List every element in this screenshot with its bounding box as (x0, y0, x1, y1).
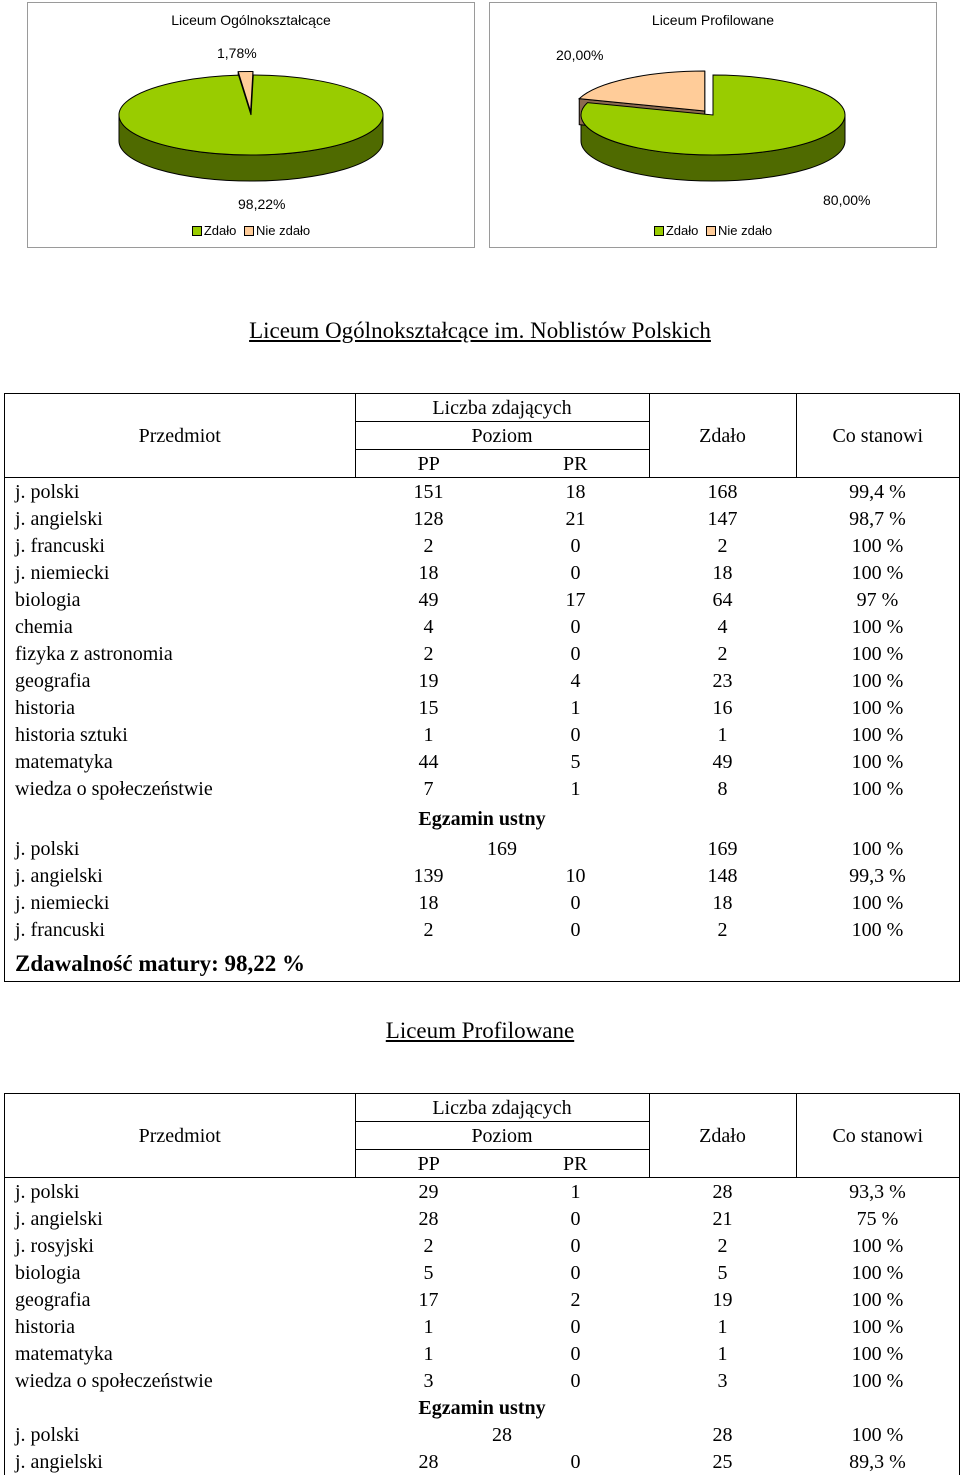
table-row (5, 1340, 959, 1367)
cell-subject: chemia (15, 615, 73, 638)
table-row (5, 505, 959, 532)
cell-passed: 25 (712, 1450, 733, 1473)
cell-share: 100 % (851, 1234, 904, 1257)
header-share: Co stanowi (832, 1124, 924, 1147)
cell-count: 28 (492, 1423, 512, 1446)
table-row (5, 1313, 959, 1340)
cell-share: 75 % (856, 1207, 899, 1230)
legend-label-fail: Nie zdało (717, 223, 773, 238)
legend-swatch-fail (244, 226, 254, 236)
cell-pp: 139 (413, 864, 444, 887)
cell-subject: j. polski (15, 480, 80, 503)
cell-subject: historia sztuki (15, 723, 128, 746)
cell-share: 100 % (851, 891, 904, 914)
cell-share: 100 % (851, 777, 904, 800)
header-count: Liczba zdających (355, 1094, 649, 1122)
cell-passed: 28 (712, 1180, 733, 1203)
section-title-lp: Liceum Profilowane (385, 1018, 575, 1043)
cell-pp: 49 (418, 588, 439, 611)
cell-share: 100 % (851, 1261, 904, 1284)
cell-pr: 4 (570, 669, 581, 692)
table-row (5, 1421, 959, 1448)
cell-pp: 2 (423, 642, 434, 665)
header-subject: Przedmiot (5, 394, 355, 478)
header-pp: PP (417, 1152, 440, 1175)
cell-passed: 18 (712, 891, 733, 914)
cell-subject: historia (15, 696, 75, 719)
cell-share: 99,3 % (849, 864, 906, 887)
cell-passed: 2 (717, 1234, 728, 1257)
cell-subject: biologia (15, 588, 81, 611)
cell-share: 100 % (851, 750, 904, 773)
cell-pp: 3 (423, 1369, 434, 1392)
cell-subject: j. angielski (15, 507, 103, 530)
cell-passed: 49 (712, 750, 733, 773)
cell-share: 100 % (851, 723, 904, 746)
header-share: Co stanowi (832, 424, 924, 447)
cell-pp: 151 (413, 480, 444, 503)
cell-passed: 21 (712, 1207, 733, 1230)
table-row (5, 889, 959, 916)
cell-pr: 18 (565, 480, 586, 503)
cell-pr: 1 (570, 696, 581, 719)
chart-title: Liceum Ogólnokształcące (171, 12, 331, 28)
cell-pr: 0 (570, 1207, 581, 1230)
cell-passed: 169 (707, 837, 738, 860)
results-table-lo (4, 393, 960, 982)
header-level: Poziom (355, 422, 649, 450)
data-label-pass: 80,00% (823, 192, 871, 208)
table-row (5, 1448, 959, 1475)
cell-pp: 2 (423, 1234, 434, 1257)
cell-passed: 18 (712, 561, 733, 584)
cell-subject: j. angielski (15, 1207, 103, 1230)
cell-pr: 5 (570, 750, 581, 773)
cell-share: 100 % (851, 669, 904, 692)
table-row (5, 1286, 959, 1313)
cell-share: 100 % (851, 1423, 904, 1446)
cell-passed: 4 (717, 615, 728, 638)
table-row (5, 613, 959, 640)
cell-subject: j. francuski (15, 918, 105, 941)
cell-pp: 2 (423, 534, 434, 557)
cell-pp: 28 (418, 1450, 439, 1473)
cell-share: 100 % (851, 1315, 904, 1338)
cell-pp: 1 (423, 1315, 434, 1338)
cell-pr: 17 (565, 588, 586, 611)
table-row (5, 748, 959, 775)
chart-legend (28, 223, 474, 238)
cell-pp: 18 (418, 561, 439, 584)
legend-item-pass (654, 223, 699, 238)
cell-passed: 1 (717, 1342, 728, 1365)
header-count: Liczba zdających (355, 394, 649, 422)
cell-subject: j. polski (15, 837, 80, 860)
cell-pp: 17 (418, 1288, 439, 1311)
legend-item-pass (192, 223, 237, 238)
cell-subject: j. angielski (15, 1450, 103, 1473)
table-row (5, 694, 959, 721)
cell-pp: 7 (423, 777, 434, 800)
cell-pp: 2 (423, 918, 434, 941)
cell-pr: 0 (570, 1261, 581, 1284)
cell-passed: 8 (717, 777, 728, 800)
cell-subject: geografia (15, 1288, 91, 1311)
data-label-fail: 20,00% (556, 47, 604, 63)
table-row (5, 586, 959, 613)
cell-pp: 18 (418, 891, 439, 914)
cell-pp: 1 (423, 1342, 434, 1365)
table-row (5, 1232, 959, 1259)
pie-chart-lp-plot (490, 3, 936, 247)
table-row (5, 1367, 959, 1394)
legend-swatch-pass (654, 226, 664, 236)
cell-subject: j. polski (15, 1180, 80, 1203)
cell-pp: 128 (413, 507, 444, 530)
cell-share: 93,3 % (849, 1180, 906, 1203)
header-subject: Przedmiot (5, 1094, 355, 1178)
cell-subject: geografia (15, 669, 91, 692)
cell-passed: 5 (717, 1261, 728, 1284)
cell-passed: 23 (712, 669, 733, 692)
cell-share: 100 % (851, 1342, 904, 1365)
cell-pr: 0 (570, 723, 581, 746)
cell-pr: 2 (570, 1288, 581, 1311)
legend-label-pass: Zdało (203, 223, 237, 238)
cell-subject: matematyka (15, 750, 113, 773)
cell-subject: matematyka (15, 1342, 113, 1365)
section-title-lo: Liceum Ogólnokształcące im. Noblistów Polskich (249, 318, 711, 343)
pass-rate-summary: Zdawalność matury: 98,22 % (15, 951, 306, 976)
cell-subject: historia (15, 1315, 75, 1338)
data-label-fail: 1,78% (217, 45, 257, 61)
cell-passed: 2 (717, 918, 728, 941)
cell-passed: 19 (712, 1288, 733, 1311)
chart-title: Liceum Profilowane (651, 12, 775, 28)
cell-share: 100 % (851, 1288, 904, 1311)
cell-pr: 1 (570, 1180, 581, 1203)
header-pp: PP (417, 452, 440, 475)
cell-subject: j. angielski (15, 864, 103, 887)
table-row (5, 835, 959, 862)
cell-pr: 0 (570, 561, 581, 584)
table-row (5, 478, 959, 506)
oral-exam-heading: Egzamin ustny (418, 807, 546, 830)
cell-share: 100 % (851, 642, 904, 665)
cell-subject: j. polski (15, 1423, 80, 1446)
cell-passed: 16 (712, 696, 733, 719)
data-label-pass: 98,22% (238, 196, 286, 212)
table-row (5, 862, 959, 889)
header-passed: Zdało (649, 394, 796, 478)
cell-passed: 3 (717, 1369, 728, 1392)
table-row (5, 640, 959, 667)
cell-subject: biologia (15, 1261, 81, 1284)
cell-subject: wiedza o społeczeństwie (15, 1369, 213, 1392)
cell-subject: j. rosyjski (15, 1234, 94, 1257)
header-pr: PR (563, 1152, 588, 1175)
legend-swatch-pass (192, 226, 202, 236)
cell-share: 100 % (851, 534, 904, 557)
cell-pr: 0 (570, 534, 581, 557)
cell-subject: j. niemiecki (15, 561, 110, 584)
chart-legend (490, 223, 936, 238)
cell-pr: 0 (570, 642, 581, 665)
cell-pp: 1 (423, 723, 434, 746)
cell-share: 100 % (851, 561, 904, 584)
cell-passed: 1 (717, 723, 728, 746)
table-row (5, 667, 959, 694)
cell-pr: 1 (570, 777, 581, 800)
cell-passed: 64 (712, 588, 733, 611)
cell-passed: 1 (717, 1315, 728, 1338)
cell-pp: 19 (418, 669, 439, 692)
cell-pr: 0 (570, 1342, 581, 1365)
legend-item-fail (244, 223, 310, 238)
cell-share: 98,7 % (849, 507, 906, 530)
cell-pr: 0 (570, 1369, 581, 1392)
cell-share: 100 % (851, 615, 904, 638)
cell-pp: 15 (418, 696, 439, 719)
cell-pp: 4 (423, 615, 434, 638)
cell-share: 100 % (851, 837, 904, 860)
header-pr: PR (563, 452, 588, 475)
cell-pr: 10 (565, 864, 586, 887)
cell-passed: 28 (712, 1423, 733, 1446)
legend-label-fail: Nie zdało (255, 223, 311, 238)
cell-subject: j. niemiecki (15, 891, 110, 914)
header-level: Poziom (355, 1122, 649, 1150)
table-row (5, 775, 959, 802)
cell-pr: 0 (570, 1315, 581, 1338)
cell-pr: 0 (570, 1234, 581, 1257)
cell-share: 100 % (851, 1369, 904, 1392)
cell-pr: 21 (565, 507, 586, 530)
cell-passed: 2 (717, 534, 728, 557)
table-row (5, 1178, 959, 1206)
cell-share: 100 % (851, 918, 904, 941)
cell-share: 100 % (851, 696, 904, 719)
cell-pr: 0 (570, 918, 581, 941)
legend-label-pass: Zdało (665, 223, 699, 238)
cell-pr: 0 (570, 615, 581, 638)
cell-passed: 147 (707, 507, 738, 530)
table-row (5, 916, 959, 943)
cell-share: 99,4 % (849, 480, 906, 503)
table-row (5, 559, 959, 586)
cell-pr: 0 (570, 891, 581, 914)
cell-pp: 5 (423, 1261, 434, 1284)
cell-share: 89,3 % (849, 1450, 906, 1473)
cell-pp: 29 (418, 1180, 439, 1203)
oral-exam-heading: Egzamin ustny (418, 1396, 546, 1419)
results-table-lp (4, 1093, 960, 1475)
legend-item-fail (706, 223, 772, 238)
cell-passed: 168 (707, 480, 738, 503)
legend-swatch-fail (706, 226, 716, 236)
cell-pp: 44 (418, 750, 439, 773)
table-row (5, 532, 959, 559)
cell-passed: 148 (707, 864, 738, 887)
cell-share: 97 % (856, 588, 899, 611)
table-row (5, 1205, 959, 1232)
cell-subject: fizyka z astronomia (15, 642, 173, 665)
cell-pr: 0 (570, 1450, 581, 1473)
cell-subject: j. francuski (15, 534, 105, 557)
table-row (5, 1259, 959, 1286)
cell-pp: 28 (418, 1207, 439, 1230)
pie-chart-lp (489, 2, 937, 248)
cell-subject: wiedza o społeczeństwie (15, 777, 213, 800)
cell-passed: 2 (717, 642, 728, 665)
pie-chart-lo (27, 2, 475, 248)
header-passed: Zdało (649, 1094, 796, 1178)
cell-count: 169 (487, 837, 517, 860)
table-row (5, 721, 959, 748)
